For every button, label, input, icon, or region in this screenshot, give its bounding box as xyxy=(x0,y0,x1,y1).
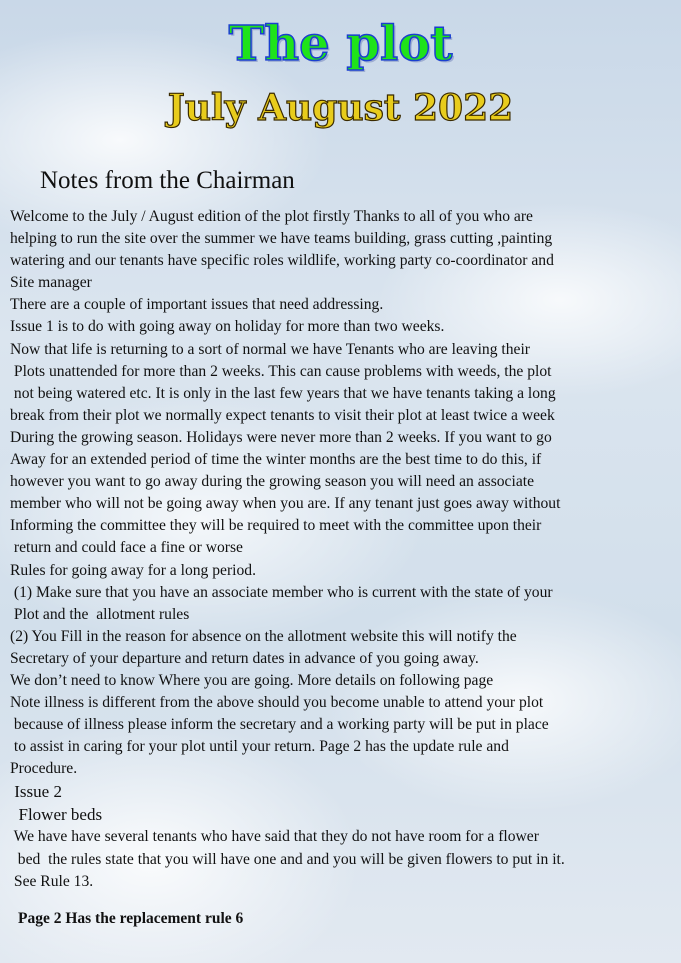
text-line: We have have several tenants who have said that they do not have room for a flower xyxy=(10,828,539,846)
text-line: Plots unattended for more than 2 weeks. This can cause problems with weeds, the plot xyxy=(10,362,552,380)
text-line: Secretary of your departure and return dates in advance of you going away. xyxy=(10,649,479,667)
text-line: During the growing season. Holidays were never more than 2 weeks. If you want to go xyxy=(10,428,552,446)
newsletter-title: The plot xyxy=(228,16,453,72)
text-line: Now that life is returning to a sort of normal we have Tenants who are leaving their xyxy=(10,340,530,358)
text-line: to assist in caring for your plot until your return. Page 2 has the update rule and xyxy=(10,738,509,756)
text-line: break from their plot we normally expect tenants to visit their plot at least twice a week xyxy=(10,406,555,424)
section-heading: Notes from the Chairman xyxy=(40,167,295,194)
text-line: not being watered etc. It is only in the last few years that we have tenants taking a long xyxy=(10,384,556,402)
footer-note: Page 2 Has the replacement rule 6 xyxy=(18,910,244,927)
issue-2-label: Issue 2 xyxy=(10,782,62,802)
issue-2-title: Flower beds xyxy=(10,805,103,825)
text-line: because of illness please inform the secretary and a working party will be put in place xyxy=(10,716,549,734)
text-line: Issue 1 is to do with going away on holiday for more than two weeks. xyxy=(10,318,445,336)
text-line: Welcome to the July / August edition of the plot firstly Thanks to all of you who are xyxy=(10,208,533,225)
text-line: (1) Make sure that you have an associate member who is current with the state of your xyxy=(10,583,553,601)
text-line: We don’t need to know Where you are going. More details on following page xyxy=(10,671,494,689)
text-line: Informing the committee they will be required to meet with the committee upon their xyxy=(10,517,542,535)
text-line: helping to run the site over the summer we have teams building, grass cutting ,painting xyxy=(10,230,553,248)
issue-date: July August 2022 xyxy=(167,87,514,129)
text-line: Rules for going away for a long period. xyxy=(10,561,256,579)
text-line: member who will not be going away when you are. If any tenant just goes away without xyxy=(10,495,561,513)
text-line: Plot and the allotment rules xyxy=(10,605,190,623)
text-line: Away for an extended period of time the winter months are the best time to do this, if xyxy=(10,451,542,469)
text-line: bed the rules state that you will have one and and you will be given flowers to put in it. xyxy=(10,850,565,868)
text-line: (2) You Fill in the reason for absence on the allotment website this will notify the xyxy=(10,627,517,645)
text-line: Note illness is different from the above should you become unable to attend your plot xyxy=(10,694,544,712)
text-line: There are a couple of important issues that need addressing. xyxy=(10,296,384,314)
text-line: Procedure. xyxy=(10,760,78,778)
text-line: however you want to go away during the growing season you will need an associate xyxy=(10,473,534,491)
chairman-notes xyxy=(10,206,678,893)
text-line: return and could face a fine or worse xyxy=(10,539,243,557)
text-line: See Rule 13. xyxy=(10,872,94,890)
text-line: watering and our tenants have specific roles wildlife, working party co-coordinator and xyxy=(10,252,554,270)
text-line: Site manager xyxy=(10,274,92,292)
